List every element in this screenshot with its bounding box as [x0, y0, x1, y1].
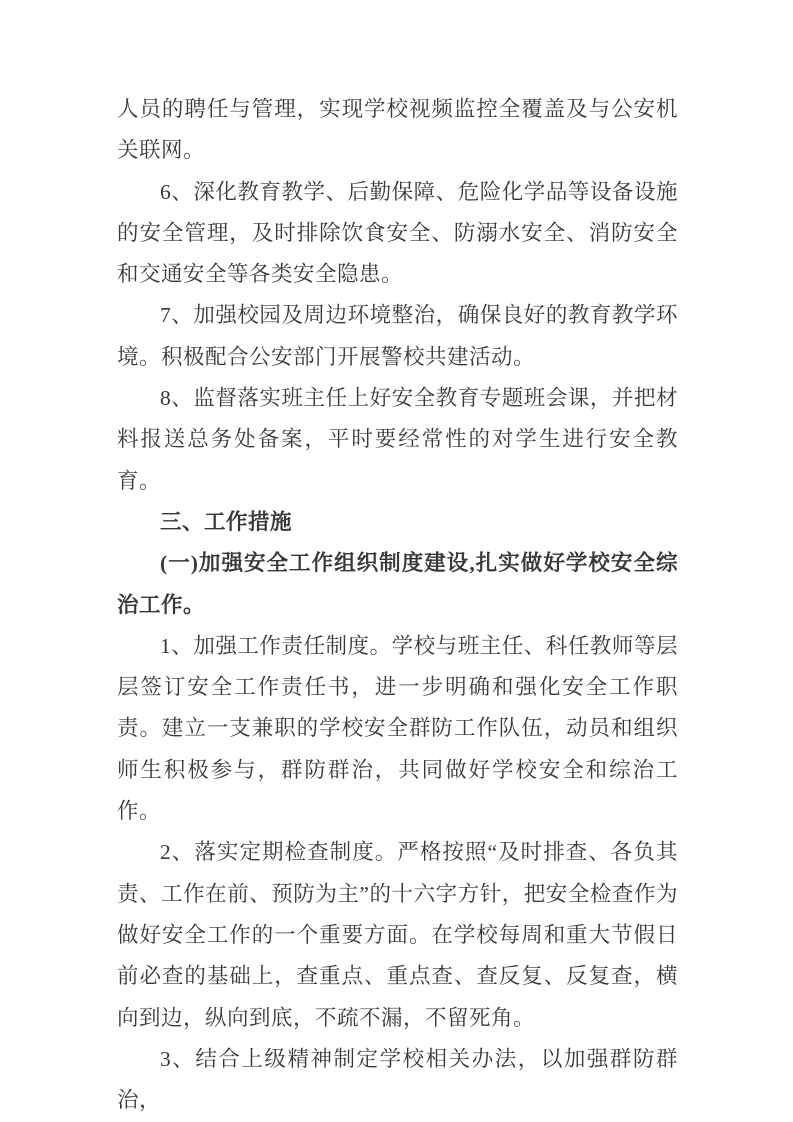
- document-body: [117, 89, 678, 1121]
- heading-subsection-1: (一)加强安全工作组织制度建设,扎实做好学校安全综治工作。: [117, 551, 678, 617]
- paragraph-item-8: 8、监督落实班主任上好安全教育专题班会课，并把材料报送总务处备案，平时要经常性的对学生进行安全教育。: [117, 386, 678, 493]
- paragraph-measure-2: 2、落实定期检查制度。严格按照“及时排查、各负其责、工作在前、预防为主”的十六字方针，把安全检查作为做好安全工作的一个重要方面。在学校每周和重大节假日前必查的基础上，查重点、重点查、查反复、反复查，横向到边，纵向到底，不疏不漏，不留死角。: [117, 840, 678, 1030]
- paragraph-item-7: 7、加强校园及周边环境整治，确保良好的教育教学环境。积极配合公安部门开展警校共建活动。: [117, 303, 678, 369]
- paragraph-measure-3: 3、结合上级精神制定学校相关办法，以加强群防群治，: [117, 1046, 678, 1113]
- paragraph-item-6: 6、深化教育教学、后勤保障、危险化学品等设备设施的安全管理，及时排除饮食安全、防溺水安全、消防安全和交通安全等各类安全隐患。: [117, 179, 678, 287]
- paragraph-continued: 人员的聘任与管理，实现学校视频监控全覆盖及与公安机关联网。: [117, 97, 678, 163]
- paragraph-measure-1: 1、加强工作责任制度。学校与班主任、科任教师等层层签订安全工作责任书，进一步明确和强化安全工作职责。建立一支兼职的学校安全群防工作队伍，动员和组织师生积极参与，群防群治，共同做好学校安全和综治工作。: [117, 633, 678, 824]
- heading-section-3: 三、工作措施: [160, 509, 293, 534]
